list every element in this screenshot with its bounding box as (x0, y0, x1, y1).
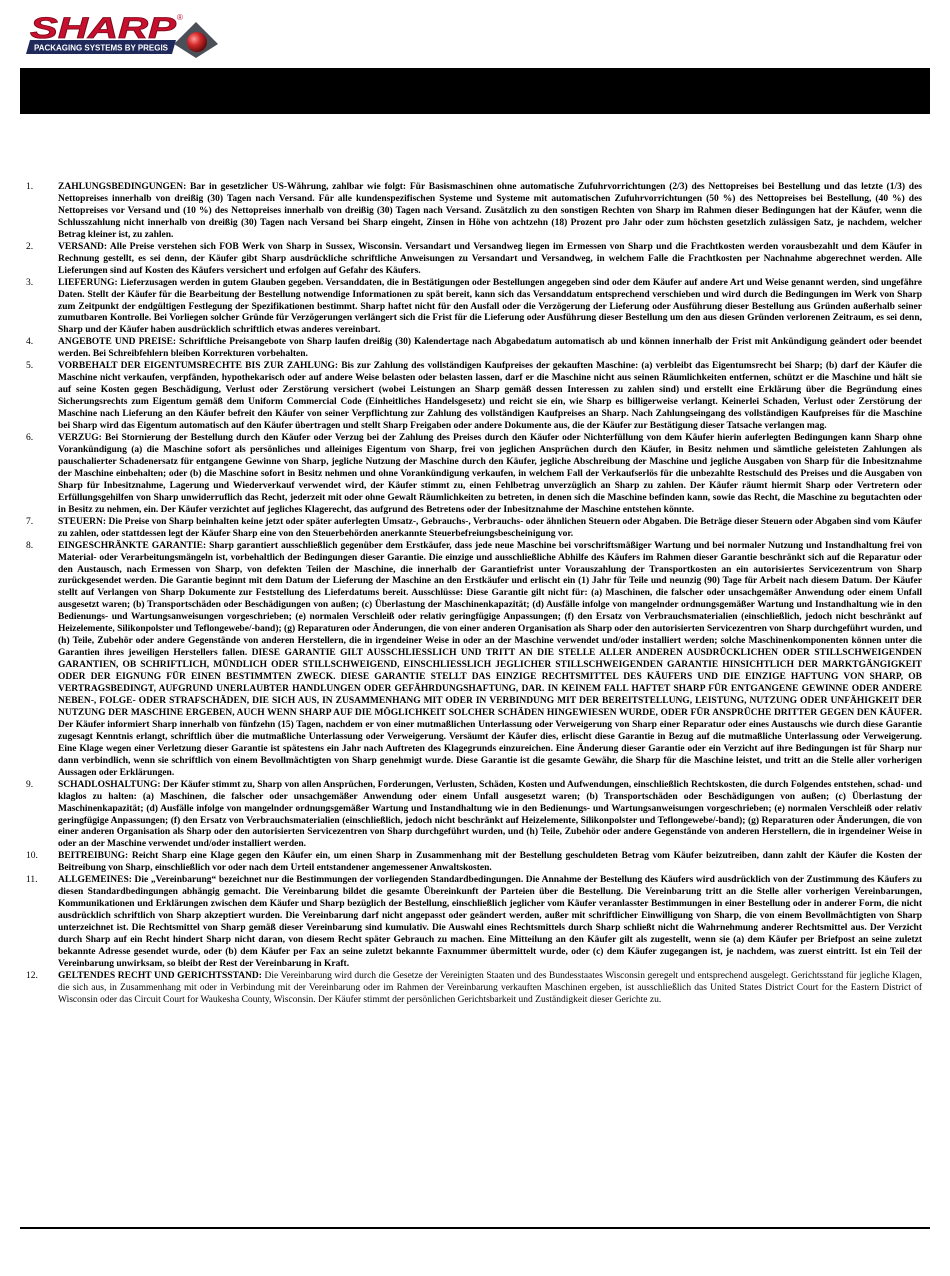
term-text: ALLGEMEINES: Die „Vereinbarung“ bezeichnet nur die Bestimmungen der vorliegenden Standardbedingungen. Die Annahme der Bestellung des Käufers wird ausdrücklich von der Zustimmung des Käufers zu diesen Standardbedingungen abhängig gemacht. Die Vereinbarung bildet die gesamte Übereinkunft der Parteien über die Bestellung. Die Vereinbarung tritt an die Stelle aller vorherigen Vereinbarungen, Kommunikationen und Erklärungen zwischen dem Käufer und Sharp bezüglich der Bestellung, einschließlich jeglicher vom Käufer veranlasster Bestimmungen in einer Bestellung oder in anderer Form, die nicht ausdrücklich schriftlich von Sharp akzeptiert wurden. Die Vereinbarung darf nicht angepasst oder geändert werden, außer mit schriftlicher Einwilligung von Sharp, die von einem Bevollmächtigten von Sharp unterzeichnet ist. Die Rechtsmittel von Sharp gemäß dieser Vereinbarung sind kumulativ. Die Auswahl eines Rechtsmittels durch Sharp schließt nicht die Wahrnehmung anderer Rechtsmittel aus. Der Verzicht durch Sharp auf ein Recht hindert Sharp nicht daran, von diesem Recht später Gebrauch zu machen. Eine Mitteilung an den Käufer gilt als zugestellt, wenn sie (a) dem Käufer per Briefpost an seine zuletzt bekannte Adresse gesendet wurde, oder (b) dem Käufer per Fax an seine zuletzt bekannte Faxnummer übermittelt wurde, oder (c) dem Käufer zugegangen ist, je nachdem, was zuerst eintritt. Ist ein Teil der Vereinbarung unwirksam, so bleibt der Rest der Vereinbarung in Kraft. (58, 875, 922, 969)
term-text: VERSAND: Alle Preise verstehen sich FOB Werk von Sharp in Sussex, Wisconsin. Versandart und Versandweg liegen im Ermessen von Sharp und die Frachtkosten werden vorausbezahlt und dem Käufer in Rechnung gestellt, es sei denn, der Käufer gibt Sharp ausdrückliche schriftliche Anweisungen zu Versandart und Versandweg, in welchem Falle die Frachtkosten per Nachnahme abgerechnet werden. Alle Lieferungen sind auf Kosten des Käufers versichert und erfolgen auf Gefahr des Käufers. (58, 241, 922, 276)
term-text: LIEFERUNG: Lieferzusagen werden in gutem Glauben gegeben. Versanddaten, die in Bestätigungen oder Bestellungen angegeben sind oder dem Käufer auf andere Art und Weise genannt werden, sind ungefähre Daten. Stellt der Käufer für die Bearbeitung der Bestellung notwendige Informationen zu spät bereit, kann sich das Versanddatum entsprechend verschieben und wird durch die Bedingungen im Werk von Sharp zum Zeitpunkt der endgültigen Festlegung der Spezifikationen bestimmt. Sharp haftet nicht für den Ausfall oder die Verzögerung der Lieferung oder Ausführung dieser Bestellung aus Gründen außerhalb seiner zumutbaren Kontrolle. Bei Vorliegen solcher Gründe für Verzögerungen verlängert sich die Frist für die Lieferung oder Ausführung dieser Bestellung um den aus diesen Gründen verlorenen Zeitraum, es sei denn, Sharp und der Käufer haben ausdrücklich schriftlich etwas anderes vereinbart. (58, 277, 922, 336)
term-item (20, 278, 922, 338)
header-bar (20, 68, 930, 114)
term-text: BEITREIBUNG: Reicht Sharp eine Klage gegen den Käufer ein, um einen Sharp in Zusammenhang mit der Bestellung geschuldeten Betrag vom Käufer beizutreiben, dann zahlt der Käufer die Kosten der Beitreibung von Sharp, einschließlich vor oder nach dem Urteil entstandener angemessener Anwaltskosten. (58, 851, 922, 874)
term-number: 8. (26, 540, 34, 551)
term-title: GELTENDES RECHT UND GERICHTSSTAND: (58, 970, 262, 981)
term-text: Die Vereinbarung wird durch die Gesetze der Vereinigten Staaten und des Bundesstaates Wisconsin geregelt und entsprechend ausgelegt. Gerichtsstand für jegliche Klagen, die sich aus, in Zusammenhang mit oder in Verbindung mit der Vereinbarung oder im Rahmen der Vereinbarung verkauften Maschinen ergeben, ist ausschließlich das United States District Court for the Eastern District of Wisconsin oder das Circuit Court for Waukesha County, Wisconsin. Der Käufer stimmt der persönlichen Gerichtsbarkeit und Zuständigkeit dieser Gerichte zu. (58, 970, 922, 1005)
term-number: 12. (26, 970, 38, 981)
term-text: ANGEBOTE UND PREISE: Schriftliche Preisangebote von Sharp laufen dreißig (30) Kalendertage nach Abgabedatum automatisch ab und können innerhalb der Frist mit Ankündigung geändert oder beendet werden. Bei Schreibfehlern bleiben Korrekturen vorbehalten. (58, 337, 922, 360)
term-number: 7. (26, 516, 34, 527)
term-text: ZAHLUNGSBEDINGUNGEN: Bar in gesetzlicher US-Währung, zahlbar wie folgt: Für Basismaschinen ohne automatische Zufuhrvorrichtungen (2/3) des Nettopreises bei Bestellung und das letzte (1/3) des Nettopreises innerhalb von dreißig (30) Tagen nach Versand. Für alle kundenspezifischen Systeme und Systeme mit automatischen Zufuhrvorrichtungen (50 %) des Nettopreises bei Bestellung, (40 %) des Nettopreises vor Versand und (10 %) des Nettopreises innerhalb von dreißig (30) Tagen nach Versand. Zusätzlich zu den sonstigen Rechten von Sharp im Rahmen dieser Bedingungen hat der Käufer, wenn die Schlusszahlung nicht innerhalb von dreißig (30) Tagen nach Versand bei Sharp eingeht, Zinsen in Höhe von achtzehn (18) Prozent pro Jahr oder zum höchsten gesetzlich zulässigen Satz, je nachdem, welcher Betrag kleiner ist, zu zahlen. (58, 182, 922, 240)
term-number: 6. (26, 433, 34, 444)
term-item (20, 182, 922, 242)
term-text: VORBEHALT DER EIGENTUMSRECHTE BIS ZUR ZAHLUNG: Bis zur Zahlung des vollständigen Kaufpreises der gekauften Maschine: (a) verbleibt das Eigentumsrecht bei Sharp; (b) darf der Käufer die Maschine nicht verkaufen, verpfänden, hypothekarisch oder auf andere Weise belasten oder belasten lassen, darf er die Maschine nicht aus seinen Räumlichkeiten entfernen, schützt er die Maschine und hält sie auf seine Kosten gegen Beschädigung, Verlust oder Zerstörung versichert (wobei Leistungen an Sharp gemäß dessen Interessen zu zahlen sind) und erstellt eine Erklärung über die Begründung eines Sicherungsrechts zum Eigentum gemäß dem Uniform Commercial Code (Einheitliches Handelsgesetz) und reicht sie ein, wie Sharp es billigerweise verlangt. Keinerlei Schaden, Verlust oder Zerstörung der Maschine nach Lieferung an den Käufer befreit den Käufer von seiner Verpflichtung zur Zahlung des vollständigen Kaufpreises an Sharp. Nach Zahlungseingang des vollständigen Kaufpreises für die Maschine bei Sharp wird das Eigentum automatisch auf den Käufer übertragen und stellt Sharp Freigaben oder andere Dokumente aus, die der Käufer zur Bestätigung dieser Tatsache verlangen mag. (58, 361, 922, 432)
logo-ball (187, 32, 207, 52)
term-item (20, 242, 922, 278)
term-number: 9. (26, 779, 34, 790)
term-item (20, 541, 922, 780)
terms-list (20, 182, 922, 1007)
term-number: 5. (26, 361, 34, 372)
term-number: 3. (26, 277, 34, 288)
sharp-logo (24, 8, 224, 58)
term-item (20, 337, 922, 361)
term-item (20, 780, 922, 852)
term-text: VERZUG: Bei Stornierung der Bestellung durch den Käufer oder Verzug bei der Zahlung des Preises durch den Käufer oder Nichterfüllung von dem Käufer hierin auferlegten Bedingungen kann Sharp ohne Vorankündigung (a) die Maschine sofort als persönliches und alleiniges Eigentum von Sharp, frei von jeglichen Ansprüchen durch den Käufer, in Besitz nehmen und sämtliche geleisteten Zahlungen als pauschalierter Schadenersatz für entgangene Gewinne von Sharp, jegliche Nutzung der Maschine durch den Käufer, jegliche Abschreibung der Maschine und jegliche Ausgaben von Sharp für die Inbesitznahme der Maschine einbehalten; oder (b) die Maschine sofort in Besitz nehmen und ohne Vorankündigung verkaufen, in welchem Fall der Verkaufserlös für die unbezahlte Restschuld des Preises und die Ausgaben von Sharp für Inbesitznahme, Lagerung und Wiederverkauf verwendet wird, der Käufer stimmt zu, einen Fehlbetrag unverzüglich an Sharp zu zahlen. Der Käufer räumt hiermit Sharp oder Vertretern oder Erfüllungsgehilfen von Sharp unwiderruflich das Recht, jederzeit mit oder ohne Gewalt Räumlichkeiten zu betreten, in denen sich die Maschine befinden kann, sowie das Recht, die Maschine zu begutachten oder in Besitz zu nehmen, ein. Der Käufer verzichtet auf jegliches Klagerecht, das aufgrund des Betretens oder der Inbesitznahme der Maschine entstehen könnte. (58, 433, 922, 515)
term-item (20, 851, 922, 875)
term-item (20, 433, 922, 517)
term-item (20, 517, 922, 541)
term-item (20, 361, 922, 433)
footer-rule (20, 1227, 930, 1229)
term-item (20, 875, 922, 971)
term-text: STEUERN: Die Preise von Sharp beinhalten keine jetzt oder später auferlegten Umsatz-, Gebrauchs-, Verbrauchs- oder ähnlichen Steuern oder Abgaben. Die Beträge dieser Steuern oder Abgaben sind vom Käufer zu zahlen, oder stattdessen legt der Käufer Sharp eine von den Steuerbehörden anerkannte Steuerbefreiungsbescheinigung vor. (58, 516, 922, 539)
sharp-logo-graphic (24, 8, 224, 58)
term-text: EINGESCHRÄNKTE GARANTIE: Sharp garantiert ausschließlich gegenüber dem Erstkäufer, dass jede neue Maschine bei vorschriftsmäßiger Wartung und bei normaler Nutzung und Instandhaltung frei von Material- oder Verarbeitungsmängeln ist, vorbehaltlich der Bedingungen dieser Garantie. Die einzige und ausschließliche Abhilfe des Käufers im Rahmen dieser Garantie beschränkt sich auf die Reparatur oder den Austausch, nach Ermessen von Sharp, von defekten Teilen der Maschine, die innerhalb der Garantiefrist unter Vorauszahlung der Transportkosten an ein autorisiertes Servicezentrum von Sharp zurückgesendet werden. Die Garantie beginnt mit dem Datum der Lieferung der Maschine an den Erstkäufer und erlischt ein (1) Jahr für Teile und neunzig (90) Tage für Arbeit nach diesem Datum. Der Käufer stellt auf Verlangen von Sharp Dokumente zur Feststellung des Lieferdatums bereit. Ausschlüsse: Diese Garantie gilt nicht für: (a) Maschinen, die falscher oder unsachgemäßer Anwendung oder einem Unfall ausgesetzt waren; (b) Transportschäden oder Beschädigungen von außen; (c) Überlastung der Maschinenkapazität; (d) Ausfälle infolge von mangelnder ordnungsgemäßer Wartung und Instandhaltung wie in den Bedienungs- und Wartungsanweisungen vorgeschrieben; (e) normalen Verschleiß oder relativ geringfügige Anpassungen; (f) den Ersatz von Verbrauchsmaterialien (einschließlich, jedoch nicht beschränkt auf Heizelemente, Silikonpolster und Teflongewebe/-band); (g) Reparaturen oder Änderungen, die von einer anderen Organisation als Sharp oder den autorisierten Servicezentren von Sharp durchgeführt wurden, und (h) Teile, Zubehör oder andere Gegenstände von anderen Herstellern, die in irgendeiner Weise in oder an der Maschine verwendet und/oder installiert werden; solche Maschinenkomponenten können unter die Garantien ihres jeweiligen Herstellers fallen. DIESE GARANTIE GILT AUSSCHLIESSLICH UND TRITT AN DIE STELLE ALLER ANDEREN AUSDRÜCKLICHEN ODER STILLSCHWEIGENDEN GARANTIEN, OB SCHRIFTLICH, MÜNDLICH ODER STILLSCHWEIGEND, EINSCHLIESSLICH JEGLICHER STILLSCHWEIGENDEN GARANTIE HINSICHTLICH DER MARKTGÄNGIGKEIT ODER DER EIGNUNG FÜR EINEN BESTIMMTEN ZWECK. DIESE GARANTIE STELLT DAS EINZIGE RECHTSMITTEL DES KÄUFERS UND DIE EINZIGE HAFTUNG VON SHARP, OB VERTRAGSBEDINGT, AUFGRUND UNERLAUBTER HANDLUNGEN ODER GEFÄHRDUNGSHAFTUNG, DAR. IN KEINEM FALL HAFTET SHARP FÜR ENTGANGENE GEWINNE ODER ANDERE NEBEN-, FOLGE- ODER STRAFSCHÄDEN, DIE SICH AUS, IN ZUSAMMENHANG MIT ODER IN VERBINDUNG MIT DER BEREITSTELLUNG, LEISTUNG, NUTZUNG ODER UNFÄHIGKEIT DER NUTZUNG DER MASCHINE ERGEBEN, AUCH WENN SHARP AUF DIE MÖGLICHKEIT SOLCHER SCHÄDEN HINGEWIESEN WURDE, ODER FÜR ANSPRÜCHE DRITTER GEGEN DEN KÄUFER. Der Käufer informiert Sharp innerhalb von fünfzehn (15) Tagen, nachdem er von einer mutmaßlichen Unterlassung oder Verweigerung von Sharp einer Reparatur oder eines Austauschs wie durch diese Garantie zugesagt Kenntnis erlangt, schriftlich über die mutmaßliche Unterlassung oder Verweigerung. Versäumt der Käufer dies, erlischt diese Garantie in Bezug auf die mutmaßliche Unterlassung oder Verweigerung. Eine Klage wegen einer Verletzung dieser Garantie ist spätestens ein Jahr nach Auftreten des Klagegrunds einzureichen. Eine Änderung dieser Garantie oder ein Verzicht auf ihre Bedingungen ist für Sharp nur dann verbindlich, wenn sie schriftlich von einem Bevollmächtigten von Sharp genehmigt wurde. Diese Garantie ist die gesamte Gewähr, die Sharp für die Maschine leistet, und tritt an die Stelle aller vorherigen Aussagen oder Erklärungen. (58, 540, 922, 778)
logo-tagline: PACKAGING SYSTEMS BY PREGIS (34, 42, 169, 53)
term-number: 2. (26, 241, 34, 252)
term-number: 4. (26, 337, 34, 348)
term-number: 1. (26, 182, 34, 192)
term-number: 10. (26, 851, 38, 862)
term-text: SCHADLOSHALTUNG: Der Käufer stimmt zu, Sharp von allen Ansprüchen, Forderungen, Verlusten, Schäden, Kosten und Aufwendungen, einschließlich Rechtskosten, die durch Folgendes entstehen, schad- und klaglos zu halten: (a) Maschinen, die falscher oder unsachgemäßer Anwendung oder einem Unfall ausgesetzt waren; (b) Transportschäden oder Beschädigungen von außen; (c) Überlastung der Maschinenkapazität; (d) Ausfälle infolge von mangelnder ordnungsgemäßer Wartung und Instandhaltung wie in den Bedienungs- und Wartungsanweisungen vorgeschrieben; (e) normalen Verschleiß oder relativ geringfügige Anpassungen; (f) den Ersatz von Verbrauchsmaterialien (einschließlich, jedoch nicht beschränkt auf Heizelemente, Silikonpolster und Teflongewebe/-band); (g) Reparaturen oder Änderungen, die von einer anderen Organisation als Sharp oder den autorisierten Servicezentren von Sharp durchgeführt wurden, und (h) Teile, Zubehör oder andere Gegenstände von anderen Herstellern, die in irgendeiner Weise in oder an der Maschine verwendet und/oder installiert werden. (58, 779, 922, 850)
term-number: 11. (26, 875, 38, 886)
logo-wordmark: SHARP (30, 12, 178, 45)
term-item (20, 971, 922, 1007)
logo-registered-mark: ® (177, 13, 183, 22)
